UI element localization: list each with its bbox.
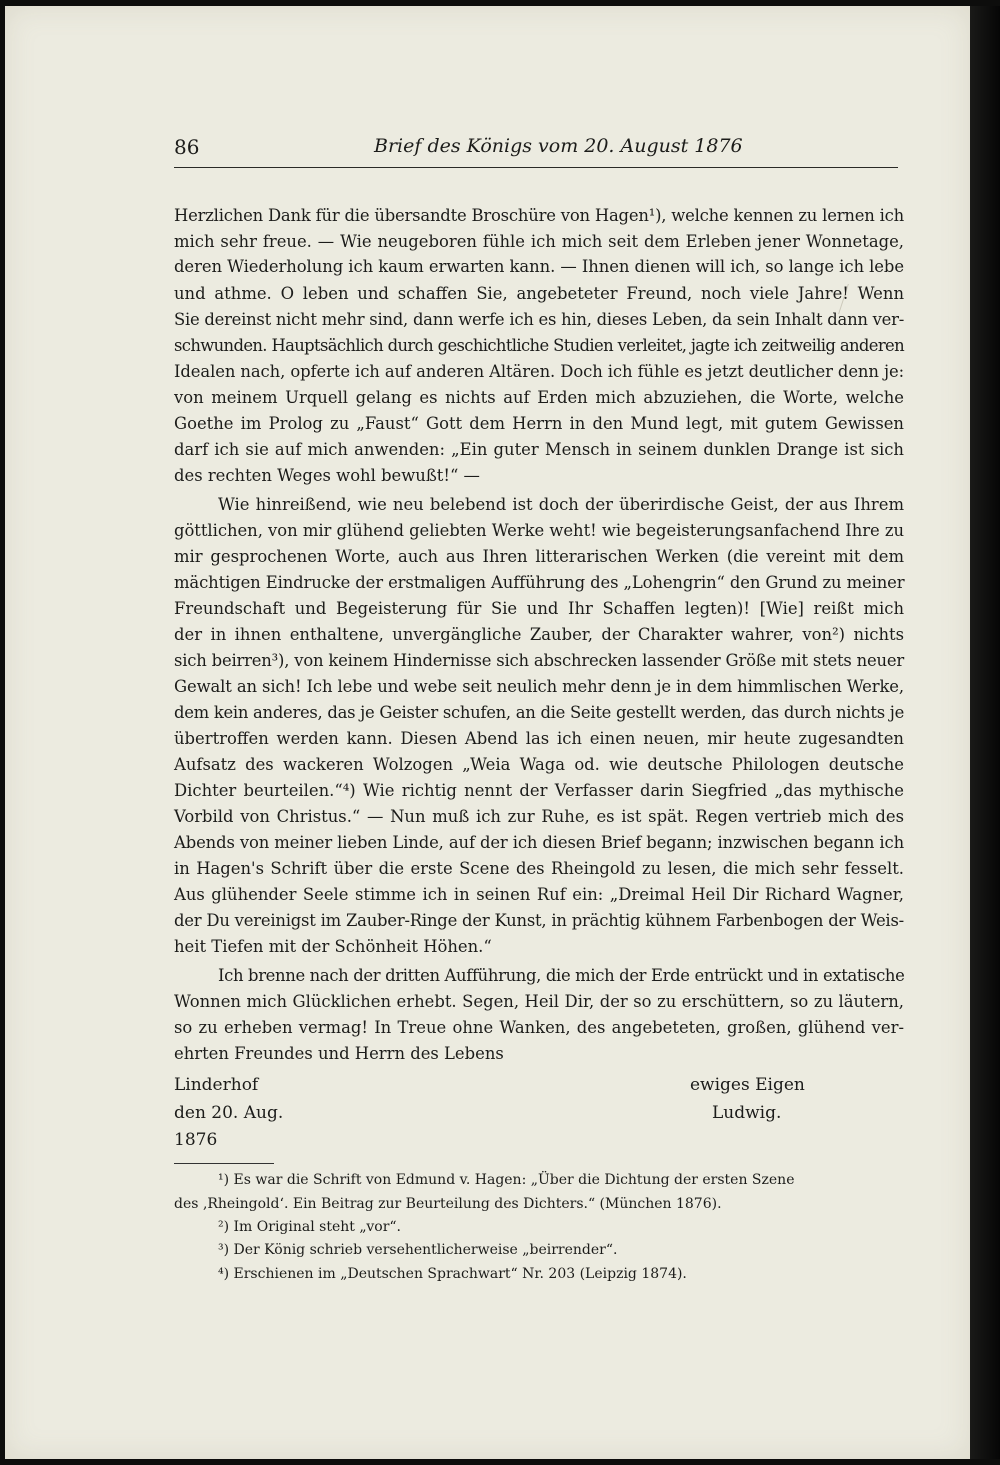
text-line: der Du vereinigst im Zauber-Ringe der Kunst, in prächtig kühnem Farbenbogen der Weis- <box>174 911 904 930</box>
closing-date: den 20. Aug. <box>174 1103 284 1123</box>
text-line: dem kein anderes, das je Geister schufen, an die Seite gestellt werden, das durch nichts je <box>174 703 904 722</box>
text-line: Dichter beurteilen.“⁴) Wie richtig nennt der Verfasser darin Siegfried „das mythische <box>174 781 904 800</box>
text-line: in Hagen's Schrift über die erste Scene des Rheingold zu lesen, die mich sehr fesselt. <box>174 859 904 878</box>
signature: Ludwig. <box>712 1103 782 1123</box>
text-line: Abends von meiner lieben Linde, auf der ich diesen Brief begann; inzwischen begann ich <box>174 833 904 852</box>
text-line: Aus glühender Seele stimme ich in seinen Ruf ein: „Dreimal Heil Dir Richard Wagner, <box>174 885 904 904</box>
text-line: göttlichen, von mir glühend geliebten Werke weht! wie begeisterungsanfachend Ihre zu <box>174 521 904 540</box>
text-line: ehrten Freundes und Herrn des Lebens <box>174 1044 504 1063</box>
text-line: schwunden. Hauptsächlich durch geschichtliche Studien verleitet, jagte ich zeitweilig anderen <box>174 336 904 355</box>
text-line: sich beirren³), von keinem Hindernisse sich abschrecken lassender Größe mit stets neuer <box>174 651 904 670</box>
text-line: Ich brenne nach der dritten Aufführung, die mich der Erde entrückt und in extatische <box>218 966 905 985</box>
page-edge <box>970 6 1000 1459</box>
footnote-line: des ‚Rheingold‘. Ein Beitrag zur Beurteilung des Dichters.“ (München 1876). <box>174 1196 722 1212</box>
text-line: heit Tiefen mit der Schönheit Höhen.“ <box>174 937 492 956</box>
text-line: mich sehr freue. — Wie neugeboren fühle ich mich seit dem Erleben jener Wonnetage, <box>174 232 904 251</box>
footnote-line: ⁴) Erschienen im „Deutschen Sprachwart“ Nr. 203 (Leipzig 1874). <box>218 1266 687 1282</box>
text-line: mir gesprochenen Worte, auch aus Ihren litterarischen Werken (die vereint mit dem <box>174 547 904 566</box>
text-line: Gewalt an sich! Ich lebe und webe seit neulich mehr denn je in dem himmlischen Werke, <box>174 677 904 696</box>
text-line: Herzlichen Dank für die übersandte Broschüre von Hagen¹), welche kennen zu lernen ich <box>174 206 904 225</box>
text-line: des rechten Weges wohl bewußt!“ — <box>174 466 480 485</box>
text-line: Aufsatz des wackeren Wolzogen „Weia Waga od. wie deutsche Philologen deutsche <box>174 755 904 774</box>
text-line: Wonnen mich Glücklichen erhebt. Segen, Heil Dir, der so zu erschüttern, so zu läutern, <box>174 992 904 1011</box>
text-line: der in ihnen enthaltene, unvergängliche Zauber, der Charakter wahrer, von²) nichts <box>174 625 904 644</box>
page-number: 86 <box>174 135 200 159</box>
text-line: Goethe im Prolog zu „Faust“ Gott dem Herrn in den Mund legt, mit gutem Gewissen <box>174 414 904 433</box>
text-line: mächtigen Eindrucke der erstmaligen Aufführung des „Lohengrin“ den Grund zu meiner <box>174 573 905 592</box>
closing-year: 1876 <box>174 1130 218 1150</box>
text-line: Sie dereinst nicht mehr sind, dann werfe ich es hin, dieses Leben, da sein Inhalt dann ver- <box>174 310 904 329</box>
running-title: Brief des Königs vom 20. August 1876 <box>374 135 743 157</box>
text-line: Vorbild von Christus.“ — Nun muß ich zur Ruhe, es ist spät. Regen vertrieb mich des <box>174 807 904 826</box>
footnote-line: ¹) Es war die Schrift von Edmund v. Hagen: „Über die Dichtung der ersten Szene <box>218 1172 795 1188</box>
closing-place: Linderhof <box>174 1075 259 1095</box>
footnote-line: ²) Im Original steht „vor“. <box>218 1219 401 1235</box>
text-line: Freundschaft und Begeisterung für Sie und Ihr Schaffen legten)! [Wie] reißt mich <box>174 599 904 618</box>
footnote-line: ³) Der König schrieb versehentlicherweise „beirrender“. <box>218 1242 618 1258</box>
text-line: und athme. O leben und schaffen Sie, angebeteter Freund, noch viele Jahre! Wenn <box>174 284 904 303</box>
footnote-rule <box>174 1163 274 1164</box>
text-line: übertroffen werden kann. Diesen Abend las ich einen neuen, mir heute zugesandten <box>174 729 904 748</box>
text-line: darf ich sie auf mich anwenden: „Ein guter Mensch in seinem dunklen Drange ist sich <box>174 440 904 459</box>
running-header <box>174 133 898 168</box>
text-line: Idealen nach, opferte ich auf anderen Altären. Doch ich fühle es jetzt deutlicher denn je: <box>174 362 904 381</box>
text-line: von meinem Urquell gelang es nichts auf Erden mich abzuziehen, die Worte, welche <box>174 388 904 407</box>
text-line: Wie hinreißend, wie neu belebend ist doch der überirdische Geist, der aus Ihrem <box>218 495 904 514</box>
text-line: deren Wiederholung ich kaum erwarten kann. — Ihnen dienen will ich, so lange ich lebe <box>174 257 904 276</box>
text-line: so zu erheben vermag! In Treue ohne Wanken, des angebeteten, großen, glühend ver- <box>174 1018 904 1037</box>
valediction: ewiges Eigen <box>690 1075 805 1095</box>
